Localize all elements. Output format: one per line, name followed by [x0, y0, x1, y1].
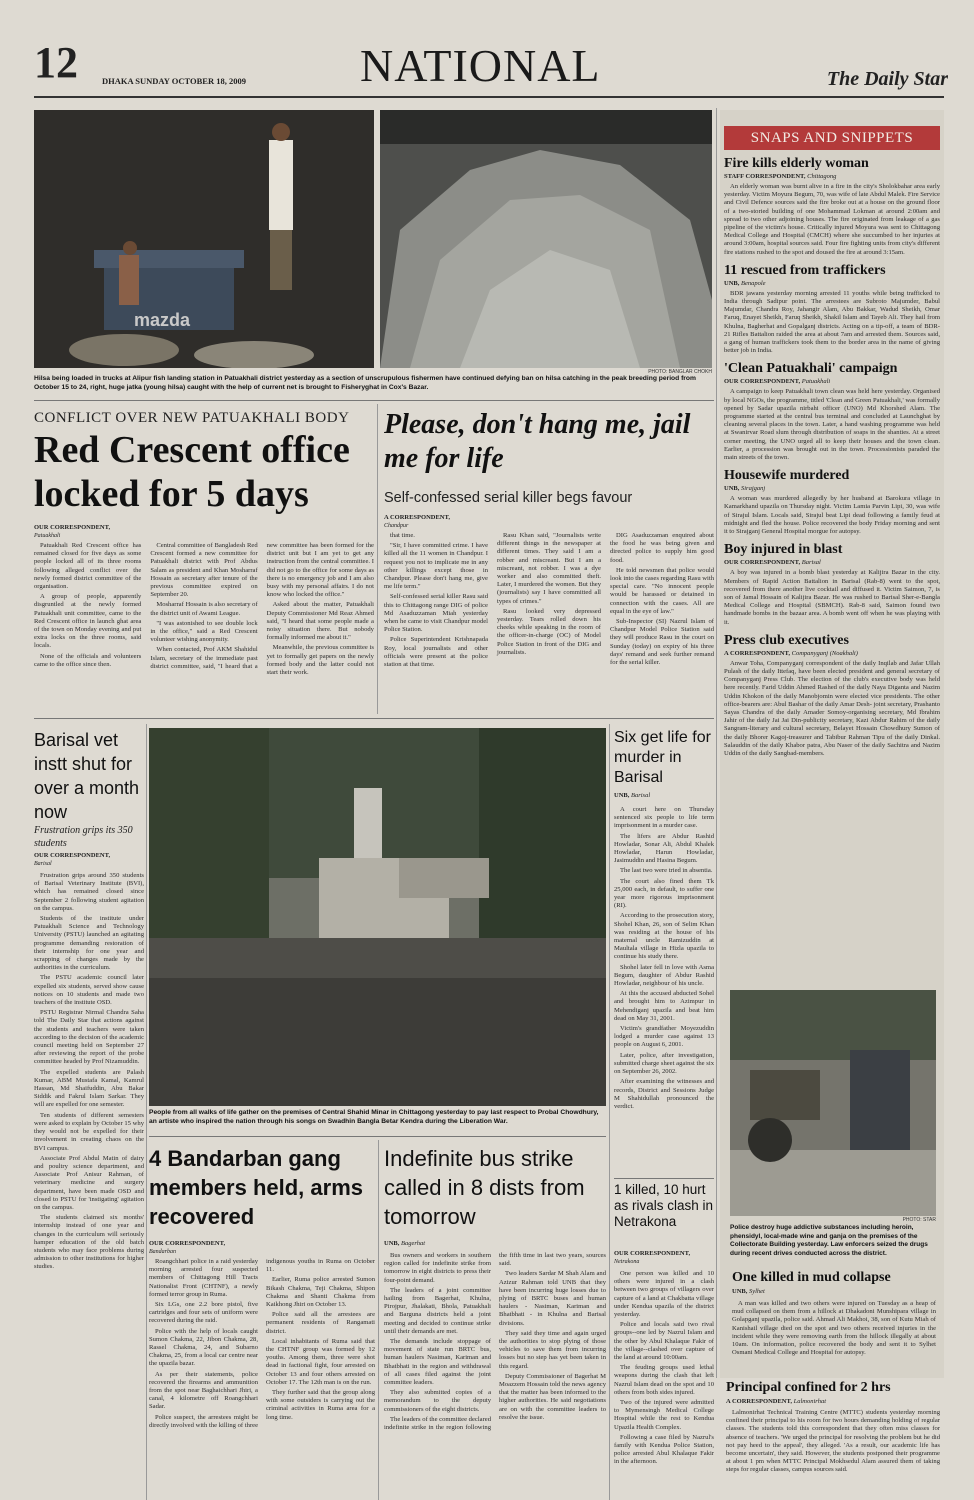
- byline-text: A CORRESPONDENT,: [726, 1398, 792, 1405]
- paragraph: The expelled students are Palash Kumar, ABM Mustafa Kamal, Kamrul Hassan, Md Shaifuddin, Abu Bakar Siddik and Fakrul Islam Sarkar. They will are expelled for one semester.: [34, 1068, 144, 1109]
- paragraph: Victim's grandfather Moyezuddin lodged a murder case against 13 people on August 6, 2001.: [614, 1025, 714, 1049]
- photo-jatka-fish-graphic: [380, 110, 712, 368]
- paragraph: At this the accused abducted Sohel and brought him to Azimpur in Mehendiganj upazila and beat him dead on May 31, 2001.: [614, 990, 714, 1022]
- byline: [724, 650, 940, 658]
- paragraph: Students of the institute under Patuakhali Science and Technology University (PSTU) launched an agitating programme demanding restoration of their internship for one year and scrapping of changes made by the authorities in the curriculum.: [34, 915, 144, 972]
- article-title: 11 rescued from traffickers: [724, 262, 886, 278]
- photo-hilsa-loading: [34, 110, 374, 368]
- paragraph: The leaders of a joint committee hailing from Bagerhat, Khulna, Pirojpur, Jhalakati, Bhola, Patuakhali and Barguna districts held a joint meeting and decided to continue strike until their demands are met.: [384, 1286, 491, 1335]
- paragraph: Rasu Khan said, "Journalists write different things in the newspaper at different times. They said I am a robber and miscreant. But I am a miscreant, not robber. I was a dye worker and also committed theft. Later, I murdered the women. But they (journalists) say I have committed all types of crimes.": [497, 532, 601, 605]
- paragraph: They also submitted copies of a memorandum to the deputy commissioners of the eight districts.: [384, 1389, 491, 1413]
- paragraph: Meanwhile, the previous committee is yet to formally get papers on the newly formed body and the latter could not start their work.: [266, 644, 374, 677]
- column-rule: [377, 404, 378, 714]
- sidebar-list: [724, 156, 940, 1042]
- photo-crowd-graphic: [149, 728, 606, 1106]
- sidebar-article: [724, 542, 940, 626]
- byline-place: Barisal: [34, 861, 52, 867]
- byline-text: OUR CORRESPONDENT,: [34, 852, 111, 859]
- paragraph: Local inhabitants of Ruma said that the CHTNF group was formed by 12 youths. Among them, three were shot dead in factional fight, four arrested on October 13 and four others arrested on October 17. The 12th man is on the run.: [266, 1337, 375, 1386]
- byline: [384, 1240, 494, 1248]
- article-body: [34, 542, 374, 714]
- sidebar-article: [724, 156, 940, 257]
- byline-text: A CORRESPONDENT,: [384, 514, 450, 521]
- article-body: A man was killed and two others were injured on Tuesday as a heap of mud collapsed on them from a hillock at Dhakadoni Munshipara village in Golapganj upazila, police said. Ahmad Ali Makhoi, 38, son of Kutu Miah of Kanishail village died on the spot and two others received injuries in the incident while they were removing earth from the hillock illegally at about 10am. On information, police recovered the body and sent it to Sylhet Osmani Medical College and Hospital for autopsy.: [732, 1300, 936, 1357]
- paragraph: Bus owners and workers in southern region called for indefinite strike from tomorrow in eight districts to press their four-point demand.: [384, 1252, 491, 1284]
- paragraph: According to the prosecution story, Shohel Khan, 26, son of Selim Khan was residing at the house of his maternal uncle Ramizuddin at Maultala village in Hizla upazila to continue his study there.: [614, 912, 714, 961]
- paragraph: "I was astonished to see double lock in the office," said a Red Crescent volunteer wishing anonymity.: [150, 619, 258, 644]
- byline-text: UNB,: [724, 279, 740, 287]
- headline: Barisal vet instt shut for over a month now: [34, 730, 140, 822]
- byline: [732, 1288, 936, 1297]
- byline-text: OUR CORRESPONDENT,: [614, 1250, 691, 1257]
- column-rule: [146, 724, 147, 1500]
- byline-text: OUR CORRESPONDENT,: [149, 1240, 226, 1247]
- paragraph: Central committee of Bangladesh Red Crescent formed a new committee for Patuakhali district with Prof Abdus Salam as president and Khan Mosharraf Hossain as secretary after tenure of the previous committee expired on September 20.: [150, 542, 258, 599]
- photo-caption: Hilsa being loaded in trucks at Alipur fish landing station in Patuakhali district yesterday as a section of unscrupulous fishermen have continued defying ban on hilsa catching in the peak breeding period from October 15 to 24, right, huge jatka (young hilsa) caught with the help of current net is brought to Fisheryghat in Cox's Bazar.: [34, 375, 696, 391]
- paragraph: After examining the witnesses and records, District and Sessions Judge M Shahidullah pronounced the verdict.: [614, 1078, 714, 1110]
- byline-place: Lalmonirhat: [793, 1398, 826, 1405]
- masthead-logo: The Daily Star: [826, 68, 948, 90]
- paragraph: "Sir, I have committed crime. I have killed all the 11 women in Chandpur. I request you not to implicate me in any other killings except those in Chandpur. Please don't hang me, give me life term.": [384, 542, 488, 591]
- article-red-crescent: [34, 524, 374, 714]
- kicker: CONFLICT OVER NEW PATUAKHALI BODY: [34, 410, 350, 426]
- paragraph: DIG Asaduzzaman enquired about the food he was being given and directed police to supply him good food.: [610, 532, 714, 564]
- byline-text: UNB,: [724, 485, 740, 493]
- paragraph: Roangchhari police in a raid yesterday morning arrested four suspected members of Chittagong Hill Tracts Nationalist Front (CHTNF), a newly formed terror group in Ruma.: [149, 1258, 258, 1298]
- byline: [724, 280, 940, 288]
- paragraph: Two of the injured were admitted to Mymensingh Medical College Hospital while the rest to Kendua Upazila Health Complex.: [614, 1399, 714, 1431]
- section-rule: [614, 1178, 714, 1179]
- sidebar-article: [724, 361, 940, 462]
- column-rule: [378, 1140, 379, 1500]
- sidebar-article: [724, 468, 940, 536]
- headline: Indefinite bus strike called in 8 dists from tomorrow: [384, 1146, 585, 1229]
- article-body: Anwar Toha, Companyganj correspondent of the daily Inqilab and Jafar Ullah Pulash of the daily Ittefaq, have been elected president and general secretary of Companyganj Press Club. The election of the club's executive body was held here recently. Farid Uddin Ahmed Rashed of the daily Naya Diganta and Nazim Uddin Khokon of the daily Manobjomin were elected vice presidents. The other office-bearers are: Abul Bashar of the daily Amar Desh- joint secretary, Prashanto Sayas Chandra of the daily Amader Somoy-organising secretary, Md Ibrahim Jahir of the daily Jai Jai Din-publicity secretary, Kazi Abdur Rahim of the daily Sangram-literary and cultural secretary, Belayet Hossain Chowdhury Sumon of the daily Bhorer Kagoj-treasurer and Tabibur Rahman Tipu of the daily Dinkal. Salauddin of the daily Khabor patra, Abu Naser of the daily Sachitra and Nazim Uddin of the daily Sangbad-members.: [724, 659, 940, 757]
- photo-drugs-graphic: [730, 990, 936, 1216]
- paragraph: Deputy Commissioner of Bagerhat M Moazzem Hossain told the news agency that the matter has been informed to the higher authorities. He said negotiations are on with the committee leaders to resolve the issue.: [499, 1372, 606, 1421]
- byline-place: Benapole: [740, 279, 766, 287]
- article-body: BDR jawans yesterday morning arrested 11 youths while being trafficked to India through Sadipur point. The arrestees are Subroto Majumder, Babul Majumdar, Chandra Roy, Jahangir Alam, Abu Bakkar, Wadud Sheikh, Omar Faruq, Enayet Sheikh, Faruq Sheikh, Shakil Islam and Tayeb Ali. They hail from Khulna, Bagherhat and Gopalganj districts. Acting on a tip-off, a team of BDR-21 Rifles Battalion raided the area at about 7am and arrested them. Sources said, a gang of human traffickers took them to the border area in the name of giving better job in India.: [724, 289, 940, 355]
- photo-drug-destruction: [730, 990, 936, 1216]
- photo-caption: Police destroy huge addictive substances including heroin, phensidyl, local-made wine and ganja on the premises of the Collectorate Building yesterday. Law enforcers seized the drugs during recent drives conducted across the district.: [730, 1224, 928, 1257]
- header-rule: [34, 96, 944, 98]
- paragraph: Police Superintendent Krishnapada Roy, local journalists and other officials were present at the police station at that time.: [384, 636, 488, 669]
- byline: [34, 524, 138, 540]
- paragraph: When contacted, Prof AKM Shahidul Islam, secretary of the immediate past district committee, said, "I heard that a new committee has been formed for the district unit but I am yet to get any instruction from the central committee. I did not go to the office for some days as there is no emergency job and I am also busy with my personal affairs. I do not know who locked the office.": [150, 542, 374, 670]
- paragraph: Ten students of different semesters were asked to explain by October 15 why they would not be expelled for their involvement in creating chaos on the BVI campus.: [34, 1111, 144, 1152]
- article-bandarban: [149, 1240, 375, 1500]
- paragraph: The students claimed six months' internship instead of one year and changes in the curriculum will seriously hamper education of the old batch students who may face problems during admission to other institutions for higher studies.: [34, 1214, 144, 1271]
- photo-jatka-fish: [380, 110, 712, 368]
- photo-hilsa-loading-graphic: [34, 110, 374, 368]
- byline-text: UNB,: [614, 792, 630, 799]
- headline: 1 killed, 10 hurt as rivals clash in Netrakona: [614, 1182, 714, 1229]
- paragraph: Frustration grips around 350 students of Barisal Veterinary Institute (BVI), which has remained closed since September 2 following student agitation on the campus.: [34, 872, 144, 912]
- photo-caption: People from all walks of life gather on the premises of Central Shahid Minar in Chittagong yesterday to pay last respect to Probal Chowdhury, an artiste who inspired the nation through his songs on Swadhin Bangla Betar Kendra during the Liberation War.: [149, 1109, 599, 1125]
- paragraph: A group of people, apparently disgruntled at the newly formed Patuakhali unit committee, came to the Red Crescent office in launch ghat area of the town on Monday evening and put extra locks on the three rooms, said locals.: [34, 593, 142, 650]
- article-title: 'Clean Patuakhali' campaign: [724, 361, 898, 377]
- section-title: NATIONAL: [360, 40, 601, 91]
- article-body: [384, 532, 714, 714]
- byline: [724, 173, 940, 181]
- byline-text: UNB,: [384, 1240, 400, 1247]
- page-number: 12: [34, 40, 78, 86]
- byline-place: Netrakona: [614, 1259, 640, 1265]
- byline-place: Patuakhali: [801, 378, 831, 386]
- paragraph: Asked about the matter, Patuakhali Deputy Commissioner Md Reaz Ahmed said, "I heard that some people made a noisy situation there. But nobody formally informed me about it.": [266, 601, 374, 642]
- byline: [614, 792, 714, 802]
- paragraph: None of the officials and volunteers came to the office since then.: [34, 652, 142, 668]
- photo-credit: PHOTO: STAR: [902, 1217, 936, 1223]
- paragraph: The feuding groups used lethal weapons during the clash that left Nazrul Islam dead on the spot and 10 others from both sides injured.: [614, 1364, 714, 1396]
- paragraph: They further said that the group along with some outsiders is carrying out the criminal activities in Ruma area for a long time.: [266, 1389, 375, 1421]
- paragraph: Police suspect, the arrestees might be directly involved with the killing of three indigenous youths in Ruma on October 11.: [149, 1258, 375, 1429]
- article-title: Press club executives: [724, 632, 849, 648]
- paragraph: Associate Prof Abdul Matin of dairy and poultry science department, and Associate Prof Anisur Rahman, of veterinary medicine and surgery department, have been made OSD and closed to PSTU for 'instigating' agitation on the campus.: [34, 1154, 144, 1211]
- paragraph: Sub-Inspector (SI) Nazrul Islam of Chandpur Model Police Station said they will produce Rasu in the court on Sunday (today) on expiry of his three days' remand and seek further remand for the serial killer.: [610, 618, 714, 667]
- byline-text: OUR CORRESPONDENT,: [34, 524, 111, 531]
- sidebar-banner: SNAPS AND SNIPPETS: [724, 126, 940, 150]
- section-rule: [34, 400, 714, 401]
- article-body: [614, 1270, 714, 1500]
- paragraph: Patuakhali Red Crescent office has remained closed for five days as some people locked all of its three rooms following alleged conflict over the newly formed district committee of the organisation.: [34, 542, 142, 591]
- article-body: An elderly woman was burnt alive in a fire in the city's Sholokbahar area early yesterday. Victim Moyura Begum, 70, was wife of late Abdul Malek. Fire Service and Civil Defence sources said the fire broke out at a house on the ground floor of a two-storied building of one Mohammad Lokman at around 2:00am and spread to two other adjoining houses. The fire originated from leakage of a gas pipeline of the victim's house. Critically injured Moyura was sent to Chittagong Medical College and Hospital (CMCH) where she succumbed to her injuries at around 3:00am, hospital sources said. Four fire fighting units from city's different fire stations rushed to the spot and doused the fire at around 3:15am.: [724, 183, 940, 256]
- article-title: Fire kills elderly woman: [724, 156, 869, 171]
- byline: [724, 485, 940, 493]
- dateline: DHAKA SUNDAY OCTOBER 18, 2009: [102, 76, 246, 86]
- article-principal: [726, 1380, 940, 1500]
- paragraph: They said they time and again urged the authorities to stop plying of those vehicles to save them from incurring losses but no step has yet been taken in this regard.: [499, 1329, 606, 1370]
- byline: [149, 1240, 259, 1256]
- truck-label: mazda: [134, 310, 191, 330]
- byline-place: Barisal: [801, 559, 821, 567]
- byline-place: Chandpur: [384, 523, 409, 529]
- byline-place: Bagerhat: [400, 1240, 426, 1247]
- byline-text: UNB,: [732, 1288, 748, 1295]
- paragraph: Police said all the arrestees are permanent residents of Rangamati district.: [266, 1311, 375, 1335]
- byline: [34, 852, 144, 870]
- paragraph: The court also fined them Tk 25,000 each, in default, to suffer one year more rigorous imprisonment (RI).: [614, 877, 714, 910]
- byline: [724, 559, 940, 567]
- article-body: [34, 872, 144, 1500]
- paragraph: Mosharraf Hossain is also secretary of the district unit of Awami League.: [150, 601, 258, 617]
- article-body: Lalmonirhat Technical Training Centre (MTTC) students yesterday morning confined their principal to his room for two hours demanding holding of regular classes. The students told this correspondent that they often miss classes for absence of teachers. 'We urged the principal for resolving the problem but he did not pay heed to the appeal', they alleged. 'As a result, our academic life has become uncertain', they said. However, the students postponed their programme at about 1 pm when MTTC Principal Mokhsedul Alam assured them of taking steps for regular classes, campus sources said.: [726, 1409, 940, 1474]
- paragraph: Police and locals said two rival groups--one led by Nazrul Islam and the other by Abul Khalaque Fakir of the village--clashed over capture of the land at around 10:00am.: [614, 1321, 714, 1362]
- paragraph: Earlier, Ruma police arrested Sumon Bikash Chakma, Teji Chakma, Shipon Chakma and Shanti Chakma from Kaikhong Jhiri on October 13.: [266, 1276, 375, 1309]
- section-rule: [34, 718, 714, 719]
- byline-place: Barisal: [630, 792, 651, 799]
- byline-place: Bandarban: [149, 1249, 176, 1255]
- paragraph: Shohel later fell in love with Asma Begum, daughter of Abdur Rashid Howladar, neighbour of his uncle.: [614, 963, 714, 988]
- paragraph: Self-confessed serial killer Rasu said this to Chittagong range DIG of police Md Asaduzzaman Miah yesterday when he came to visit Chandpur model Police Station.: [384, 593, 488, 634]
- article-body: [614, 806, 714, 1176]
- paragraph: Later, police, after investigation, submitted charge sheet against the six on September 26, 2002.: [614, 1051, 714, 1076]
- paragraph: Rasu looked very depressed yesterday. Tears rolled down his cheeks while speaking in the room of the officer-in-charge (OC) of Model Police Station in front of the DIG and journalists.: [497, 607, 601, 656]
- paragraph: Following a case filed by Nazrul's family with Kendua Police Station, police arrested Abul Khalaque Fakir in the afternoon.: [614, 1433, 714, 1466]
- byline: [384, 514, 484, 530]
- subheadline: Frustration grips its 350 students: [34, 825, 133, 849]
- subheadline: Self-confessed serial killer begs favour: [384, 490, 633, 506]
- section-rule: [149, 1136, 606, 1137]
- sidebar-snaps-snippets: [720, 110, 944, 1378]
- paragraph: Two leaders Sardar M Shah Alam and Azizur Rahman told UNB that they have been incurring huge losses due to plying of BRTC buses and human haulers - Nasiman, Kariman and Bhatbhati - in Khulna and Barisal divisions.: [499, 1270, 606, 1327]
- column-rule: [609, 724, 610, 1500]
- paragraph: Police with the help of locals caught Sumon Chakma, 22, Jibon Chakma, 28, Rassel Chakma, 24, and Subarno Chakma, 25, from a local car centre near the upazila bazar.: [149, 1327, 258, 1368]
- article-title: Boy injured in blast: [724, 542, 843, 558]
- paragraph: The PSTU academic council later expelled six students, served show cause notices on 10 students and made two teachers of the institute OSD.: [34, 974, 144, 1007]
- paragraph: The leaders of the committee declared indefinite strike in the region following the fifth time in last two years, sources said.: [384, 1252, 606, 1432]
- byline-place: Patuakhali: [34, 533, 61, 539]
- byline-text: OUR CORRESPONDENT,: [724, 378, 801, 386]
- photo-credit: PHOTO: BANGLAR CHOKH: [648, 369, 712, 375]
- headline: 4 Bandarban gang members held, arms recovered: [149, 1146, 363, 1229]
- paragraph: As per their statements, police recovered the firearms and ammunition from the spot near Baghaichhari Jhiri, a canal, 4 kilometre off Roangchhari Sadar.: [149, 1370, 258, 1411]
- byline-text: OUR CORRESPONDENT,: [724, 559, 801, 567]
- column-rule: [716, 108, 717, 1378]
- article-body: [384, 1252, 606, 1500]
- headline: Please, don't hang me, jail me for life: [384, 409, 691, 474]
- article-body: A woman was murdered allegedly by her husband at Barokura village in Kamarkhand upazila on Thursday night. Victim Lamia Parvin Lipi, 30, was wife of Sirajul Islam. Locals said, Sirajul beat Lipi dead following a family feud at midnight and fled the house. Police recovered the body Friday morning and sent it to Sirajganj General Hospital morgue for autopsy.: [724, 495, 940, 536]
- article-title: Principal confined for 2 hrs: [726, 1380, 891, 1395]
- article-hang-me: [384, 514, 714, 714]
- article-bus-strike: [384, 1240, 606, 1500]
- paragraph: Six LGs, one 2.2 bore pistol, five cartridges and four sets of uniform were recovered during the raid.: [149, 1301, 258, 1325]
- article-title: Housewife murdered: [724, 468, 850, 484]
- photo-shahid-minar-crowd: [149, 728, 606, 1106]
- byline-place: Sylhet: [748, 1288, 765, 1295]
- sidebar-article: [724, 633, 940, 758]
- article-body: [149, 1258, 375, 1500]
- byline-place: Companyganj (Noakhali): [791, 649, 858, 657]
- paragraph: He told newsmen that police would look into the cases regarding Rasu with special care. "No innocent people would be harassed or detained in connection with the cases. All are equal in the eye of law.": [610, 566, 714, 615]
- paragraph: The last two were tried in absentia.: [620, 867, 713, 875]
- paragraph: A court here on Thursday sentenced six people to life term imprisonment in a murder case.: [614, 806, 714, 830]
- paragraph: The lifers are Abdur Rashid Howladar, Sonar Ali, Abdul Khalek Howladar, Harun Howladar, Jasimuddin and Hasina Begum.: [614, 832, 714, 865]
- byline: [726, 1398, 940, 1407]
- paragraph: One person was killed and 10 others were injured in a clash between two groups of villagers over capture of a land at Chakbatta village under Kendua upazila of the district yesterday.: [614, 1270, 714, 1319]
- headline: Red Crescent office locked for 5 days: [34, 429, 350, 515]
- article-title: One killed in mud collapse: [732, 1270, 891, 1285]
- byline: [614, 1250, 714, 1268]
- article-body: A campaign to keep Patuakhali town clean was held here yesterday. Organised by local NGOs, the programme, titled 'Clean and Green Patuakhali,' was formally opened by Sadar upazila nirbahi officer (UNO) Md Khorshed Alam. The programme started at the central bus terminal and concluded at Launchghat by cleaning several places in the town. Later, a hand washing programme was held at Swanirvar Road slum through distribution of soaps in the shanties. At a street corner meeting, the UNO urged all to keep their houses and the town clean. Earlier, a procession was brought out in the town. Processionists paraded the main streets of the town.: [724, 388, 940, 462]
- byline-place: Chittagong: [807, 173, 837, 180]
- paragraph: PSTU Registrar Nirmal Chandra Saha told The Daily Star that actions against the students and teachers were taken according to the decision of the academic council meeting held on September 27 after reviewing the report of the probe committee headed by Prof Nizamuddin.: [34, 1009, 144, 1066]
- byline-text: A CORRESPONDENT,: [724, 649, 790, 657]
- article-body: A boy was injured in a bomb blast yesterday at Kalijira Bazar in the city. Members of Rapid Action Battalion in Barisal (Rab-8) went to the spot, recovered from there another live cocktail and diffused it. Victim Saimon, 7, is son of Jamal Hossain of Kalijira Bazar. He was rushed to Barisal Sher-e-Bangla Medical College and Hospital (SBMCH). Rab-8 said, Saimon found two handmade bombs in the bazaar area. A bomb went off when he was playing with it.: [724, 569, 940, 626]
- byline-text: STAFF CORRESPONDENT,: [724, 173, 806, 180]
- sidebar-article: [724, 263, 940, 356]
- paragraph: The demands include stoppage of movement of state run BRTC bus, human haulers Nasiman, Kariman and Bhatbhati in the region and withdrawal of all cases filed against the joint committee leaders.: [384, 1338, 491, 1387]
- byline-place: Sirajganj: [740, 485, 766, 493]
- byline: [724, 378, 940, 386]
- headline: Six get life for murder in Barisal: [614, 729, 711, 786]
- paragraph: that time.: [390, 532, 415, 539]
